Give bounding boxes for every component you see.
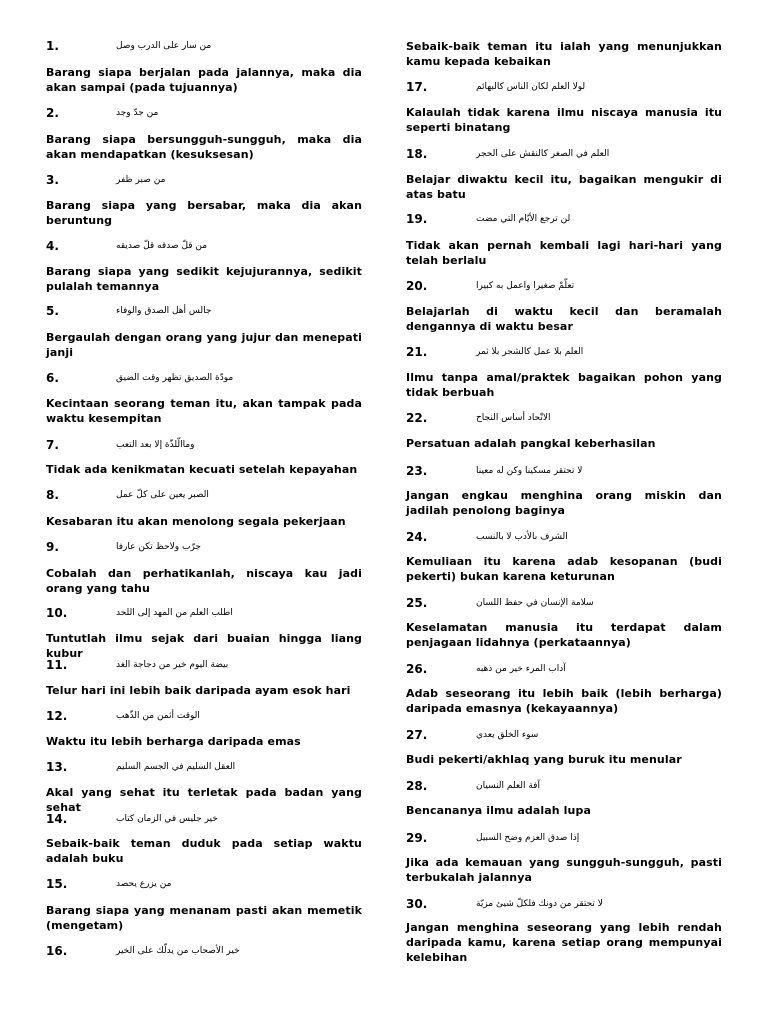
proverb-number: 3. xyxy=(46,173,59,187)
proverb-number: 26. xyxy=(406,662,428,676)
proverb-header-4 xyxy=(46,238,362,258)
proverb-number: 2. xyxy=(46,106,59,120)
proverb-number: 22. xyxy=(406,411,428,425)
proverb-header-7 xyxy=(46,437,362,457)
translation-16: Sebaik-baik teman itu ialah yang menunjukkan kamu kepada kebaikan xyxy=(406,40,722,68)
arabic-proverb: سوء الخلق يعدي xyxy=(476,730,539,740)
proverb-number: 7. xyxy=(46,438,59,452)
translation-text: Belajarlah di waktu kecil dan beramalah dengannya di waktu besar xyxy=(406,305,722,333)
arabic-proverb: خير جليس في الزمان كتاب xyxy=(116,814,218,824)
proverb-header-16 xyxy=(46,943,362,963)
arabic-proverb: لا تحتقر مسكينا وكن له معينا xyxy=(476,466,583,476)
proverb-number: 30. xyxy=(406,897,428,911)
translation-text: Barang siapa bersungguh-sungguh, maka dia akan mendapatkan (kesuksesan) xyxy=(46,133,362,161)
proverb-header-24 xyxy=(406,529,722,549)
proverb-header-17 xyxy=(406,79,722,99)
proverb-header-20 xyxy=(406,278,722,298)
arabic-proverb: العقل السليم في الجسم السليم xyxy=(116,762,236,772)
proverb-number: 20. xyxy=(406,279,428,293)
translation-text: Barang siapa berjalan pada jalannya, maka dia akan sampai (pada tujuannya) xyxy=(46,66,362,94)
proverb-number: 1. xyxy=(46,39,59,53)
proverb-header-13 xyxy=(46,759,362,779)
translation-text: Kecintaan seorang teman itu, akan tampak pada waktu kesempitan xyxy=(46,397,362,425)
arabic-proverb: من سار على الدرب وصل xyxy=(116,41,212,51)
arabic-proverb: لن ترجع الأيّام التي مضت xyxy=(476,214,571,224)
proverb-number: 12. xyxy=(46,709,68,723)
translation-text: Kesabaran itu akan menolong segala pekerjaan xyxy=(46,515,346,528)
translation-text: Bencananya ilmu adalah lupa xyxy=(406,804,591,817)
proverb-header-18 xyxy=(406,146,722,166)
translation-text: Kalaulah tidak karena ilmu niscaya manusia itu seperti binatang xyxy=(406,106,722,134)
translation-text: Persatuan adalah pangkal keberhasilan xyxy=(406,437,656,450)
translation-text: Tuntutlah ilmu sejak dari buaian hingga liang kubur xyxy=(46,632,362,660)
proverb-number: 28. xyxy=(406,779,428,793)
translation-text: Keselamatan manusia itu terdapat dalam penjagaan lidahnya (perkataannya) xyxy=(406,621,722,649)
proverb-number: 23. xyxy=(406,464,428,478)
arabic-proverb: جرّب ولاحظ تكن عارفا xyxy=(116,542,201,552)
arabic-proverb: العلم في الصغر كالنقش على الحجر xyxy=(476,149,610,159)
proverb-header-29 xyxy=(406,830,722,850)
proverb-header-12 xyxy=(46,708,362,728)
proverb-number: 4. xyxy=(46,239,59,253)
arabic-proverb: وماالّلذّة إلا بعد التعب xyxy=(116,440,195,450)
translation-text: Ilmu tanpa amal/praktek bagaikan pohon yang tidak berbuah xyxy=(406,371,722,399)
arabic-proverb: من صبر ظفر xyxy=(116,175,166,185)
arabic-proverb: الصبر يعين على كلّ عمل xyxy=(116,490,209,500)
proverb-header-26 xyxy=(406,661,722,681)
arabic-proverb: آداب المرء خير من ذهبه xyxy=(476,664,566,674)
proverb-number: 16. xyxy=(46,944,68,958)
translation-text: Belajar diwaktu kecil itu, bagaikan mengukir di atas batu xyxy=(406,173,722,201)
arabic-proverb: من جدّ وجد xyxy=(116,108,159,118)
arabic-proverb: الوقت أثمن من الذّهب xyxy=(116,711,200,721)
translation-text: Telur hari ini lebih baik daripada ayam esok hari xyxy=(46,684,351,697)
proverb-number: 24. xyxy=(406,530,428,544)
proverb-header-8 xyxy=(46,487,362,507)
proverb-header-10 xyxy=(46,605,362,625)
arabic-proverb: خير الأصحاب من يدلّك على الخير xyxy=(116,946,240,956)
translation-text: Waktu itu lebih berharga daripada emas xyxy=(46,735,301,748)
proverb-header-25 xyxy=(406,595,722,615)
proverb-number: 13. xyxy=(46,760,68,774)
translation-text: Budi pekerti/akhlaq yang buruk itu menular xyxy=(406,753,682,766)
arabic-proverb: الشرف بالأدب لا بالنسب xyxy=(476,532,568,542)
proverb-number: 19. xyxy=(406,212,428,226)
proverb-header-1 xyxy=(46,38,362,58)
proverb-header-15 xyxy=(46,876,362,896)
proverb-number: 15. xyxy=(46,877,68,891)
proverb-header-9 xyxy=(46,539,362,559)
arabic-proverb: آفة العلم النسيان xyxy=(476,781,540,791)
arabic-proverb: من يزرع يحصد xyxy=(116,879,172,889)
proverb-header-27 xyxy=(406,727,722,747)
arabic-proverb: من قلّ صدقه قلّ صديقه xyxy=(116,241,208,251)
translation-text: Kemuliaan itu karena adab kesopanan (budi pekerti) bukan karena keturunan xyxy=(406,555,722,583)
translation-text: Jangan engkau menghina orang miskin dan jadilah penolong baginya xyxy=(406,489,722,517)
proverb-header-3 xyxy=(46,172,362,192)
arabic-proverb: اطلب العلم من المهد إلى اللحد xyxy=(116,608,233,618)
arabic-proverb: سلامة الإنسان في حفظ اللسان xyxy=(476,598,594,608)
proverb-number: 18. xyxy=(406,147,428,161)
translation-text: Bergaulah dengan orang yang jujur dan menepati janji xyxy=(46,331,362,359)
proverb-header-30 xyxy=(406,896,722,916)
arabic-proverb: العلم بلا عمل كالشجر بلا ثمر xyxy=(476,347,584,357)
translation-text: Jangan menghina seseorang yang lebih rendah daripada kamu, karena setiap orang mempunyai kelebihan xyxy=(406,921,722,964)
proverb-header-6 xyxy=(46,370,362,390)
proverb-header-19 xyxy=(406,211,722,231)
proverb-header-21 xyxy=(406,344,722,364)
proverb-number: 11. xyxy=(46,658,68,672)
proverb-number: 10. xyxy=(46,606,68,620)
proverb-header-2 xyxy=(46,105,362,125)
arabic-proverb: لا تحتقر من دونك فلكلّ شيئ مزيّة xyxy=(476,899,603,909)
translation-text: Akal yang sehat itu terletak pada badan yang sehat xyxy=(46,786,362,814)
translation-text: Sebaik-baik teman duduk pada setiap waktu adalah buku xyxy=(46,837,362,865)
translation-text: Jika ada kemauan yang sungguh-sungguh, pasti terbukalah jalannya xyxy=(406,856,722,884)
proverb-number: 17. xyxy=(406,80,428,94)
proverb-number: 14. xyxy=(46,812,68,826)
translation-text: Tidak akan pernah kembali lagi hari-hari yang telah berlalu xyxy=(406,239,722,267)
proverb-header-14 xyxy=(46,811,362,831)
arabic-proverb: بيضة اليوم خير من دجاجة الغد xyxy=(116,660,229,670)
translation-text: Barang siapa yang bersabar, maka dia akan beruntung xyxy=(46,199,362,227)
arabic-proverb: لولا العلم لكان الناس كالبهائم xyxy=(476,82,586,92)
proverb-header-23 xyxy=(406,463,722,483)
proverb-header-28 xyxy=(406,778,722,798)
proverb-number: 6. xyxy=(46,371,59,385)
translation-text: Tidak ada kenikmatan kecuati setelah kepayahan xyxy=(46,463,358,476)
proverb-number: 25. xyxy=(406,596,428,610)
proverb-number: 21. xyxy=(406,345,428,359)
proverb-number: 29. xyxy=(406,831,428,845)
arabic-proverb: مودّة الصديق تظهر وقت الضيق xyxy=(116,373,234,383)
proverb-header-11 xyxy=(46,657,362,677)
proverb-number: 27. xyxy=(406,728,428,742)
arabic-proverb: جالس أهل الصدق والوفاء xyxy=(116,306,212,316)
proverb-number: 9. xyxy=(46,540,59,554)
translation-text: Barang siapa yang menanam pasti akan memetik (mengetam) xyxy=(46,904,362,932)
translation-text: Cobalah dan perhatikanlah, niscaya kau jadi orang yang tahu xyxy=(46,567,362,595)
translation-text: Adab seseorang itu lebih baik (lebih berharga) daripada emasnya (kekayaannya) xyxy=(406,687,722,715)
proverb-number: 5. xyxy=(46,304,59,318)
translation-text: Barang siapa yang sedikit kejujurannya, sedikit pulalah temannya xyxy=(46,265,362,293)
arabic-proverb: الاتّحاد أساس النجاح xyxy=(476,413,551,423)
arabic-proverb: تعلّمْ صغيرا واعمل به كبيرا xyxy=(476,281,575,291)
proverb-number: 8. xyxy=(46,488,59,502)
proverb-header-22 xyxy=(406,410,722,430)
arabic-proverb: إذا صدق العزم وضح السبيل xyxy=(476,833,580,843)
proverb-header-5 xyxy=(46,303,362,323)
